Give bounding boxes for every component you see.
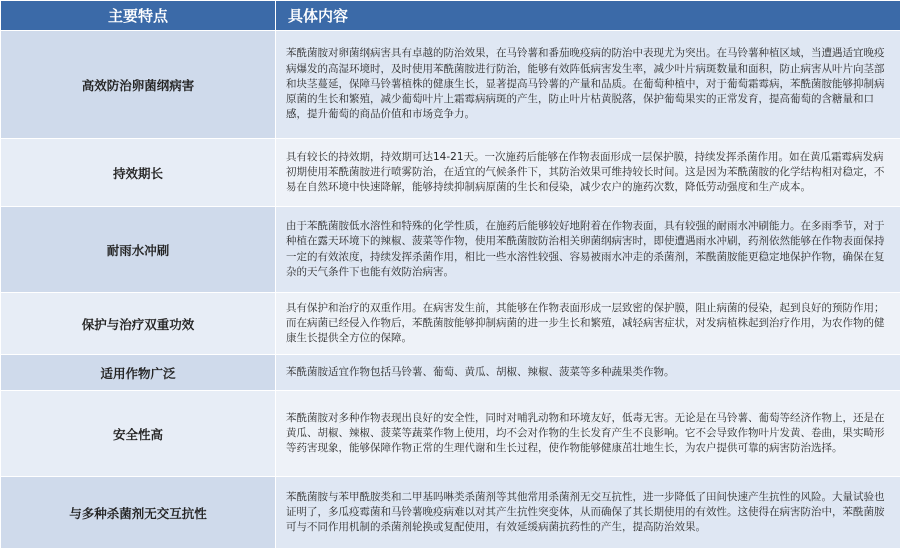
table-row: [1, 207, 900, 293]
table-header: [1, 1, 900, 31]
table-row: [1, 477, 900, 549]
table-row: [1, 139, 900, 207]
header-feature: 主要特点: [1, 1, 276, 31]
content-cell: 苯酰菌胺对多种作物表现出良好的安全性，同时对哺乳动物和环境友好，低毒无害。无论是在马铃薯、葡萄等经济作物上，还是在黄瓜、胡椒、辣椒、菠菜等蔬菜作物上使用，均不会对作物的生长发育产生不良影响。它不会导致作物叶片发黄、卷曲，果实畸形等药害现象，能够保障作物正常的生理代谢和生长过程，使作物能够健康茁壮地生长，为农户提供可靠的病害防治选择。: [276, 391, 900, 477]
table-row: [1, 31, 900, 139]
content-cell: 由于苯酰菌胺低水溶性和特殊的化学性质，在施药后能够较好地附着在作物表面，具有较强的耐雨水冲刷能力。在多雨季节，对于种植在露天环境下的辣椒、菠菜等作物，使用苯酰菌胺防治相关卵菌纲病害时，即使遭遇雨水冲刷，药剂依然能够在作物表面保持一定的有效浓度，持续发挥杀菌作用，相比一些水溶性较强、容易被雨水冲走的杀菌剂，苯酰菌胺能更稳定地保护作物，确保在复杂的天气条件下也能有效防治病害。: [276, 207, 900, 293]
content-cell: 苯酰菌胺与苯甲酰胺类和二甲基吗啉类杀菌剂等其他常用杀菌剂无交互抗性，进一步降低了田间快速产生抗性的风险。大量试验也证明了，多瓜疫霉菌和马铃薯晚疫病难以对其产生抗性突变体，从而确保了其长期使用的有效性。这使得在病害防治中，苯酰菌胺可与不同作用机制的杀菌剂轮换或复配使用，有效延缓病菌抗药性的产生，提高防治效果。: [276, 477, 900, 549]
feature-cell: 高效防治卵菌纲病害: [1, 31, 276, 139]
table-body: [1, 31, 900, 549]
header-content: 具体内容: [276, 1, 900, 31]
feature-cell: 持效期长: [1, 139, 276, 207]
feature-cell: 保护与治疗双重功效: [1, 293, 276, 355]
feature-cell: 与多种杀菌剂无交互抗性: [1, 477, 276, 549]
content-cell: 具有保护和治疗的双重作用。在病害发生前，其能够在作物表面形成一层致密的保护膜，阻止病菌的侵染，起到良好的预防作用；而在病菌已经侵入作物后，苯酰菌胺能够抑制病菌的进一步生长和繁殖，减轻病害症状，对发病植株起到治疗作用，为农作物的健康生长提供全方位的保障。: [276, 293, 900, 355]
table-row: [1, 355, 900, 391]
header-row: [1, 1, 900, 31]
feature-cell: 耐雨水冲刷: [1, 207, 276, 293]
content-cell: 苯酰菌胺适宜作物包括马铃薯、葡萄、黄瓜、胡椒、辣椒、菠菜等多种蔬果类作物。: [276, 355, 900, 391]
table-row: [1, 293, 900, 355]
table-row: [1, 391, 900, 477]
content-cell: 具有较长的持效期，持效期可达14-21天。一次施药后能够在作物表面形成一层保护膜，持续发挥杀菌作用。如在黄瓜霜霉病发病初期使用苯酰菌胺进行喷雾防治，在适宜的气候条件下，其防治效果可维持较长时间。这是因为苯酰菌胺的化学结构相对稳定，不易在自然环境中快速降解，能够持续抑制病原菌的生长和侵染，减少农户的施药次数，降低劳动强度和生产成本。: [276, 139, 900, 207]
feature-cell: 适用作物广泛: [1, 355, 276, 391]
content-cell: 苯酰菌胺对卵菌纲病害具有卓越的防治效果，在马铃薯和番茄晚疫病的防治中表现尤为突出。在马铃薯种植区域，当遭遇适宜晚疫病爆发的高湿环境时，及时使用苯酰菌胺进行防治，能够有效阵低病害发生率，减少叶片病斑数量和面积，防止病害从叶片向茎部和块茎蔓延，保障马铃薯植株的健康生长，显著提高马铃薯的产量和品质。在葡萄种植中，对于葡萄霜霉病，苯酰菌胺能够抑制病原菌的生长和繁殖，减少葡萄叶片上霜霉病病斑的产生，防止叶片枯黄脱落，保护葡萄果实的正常发育，提高葡萄的含糖量和口感，提升葡萄的商品价值和市场竞争力。: [276, 31, 900, 139]
feature-cell: 安全性高: [1, 391, 276, 477]
